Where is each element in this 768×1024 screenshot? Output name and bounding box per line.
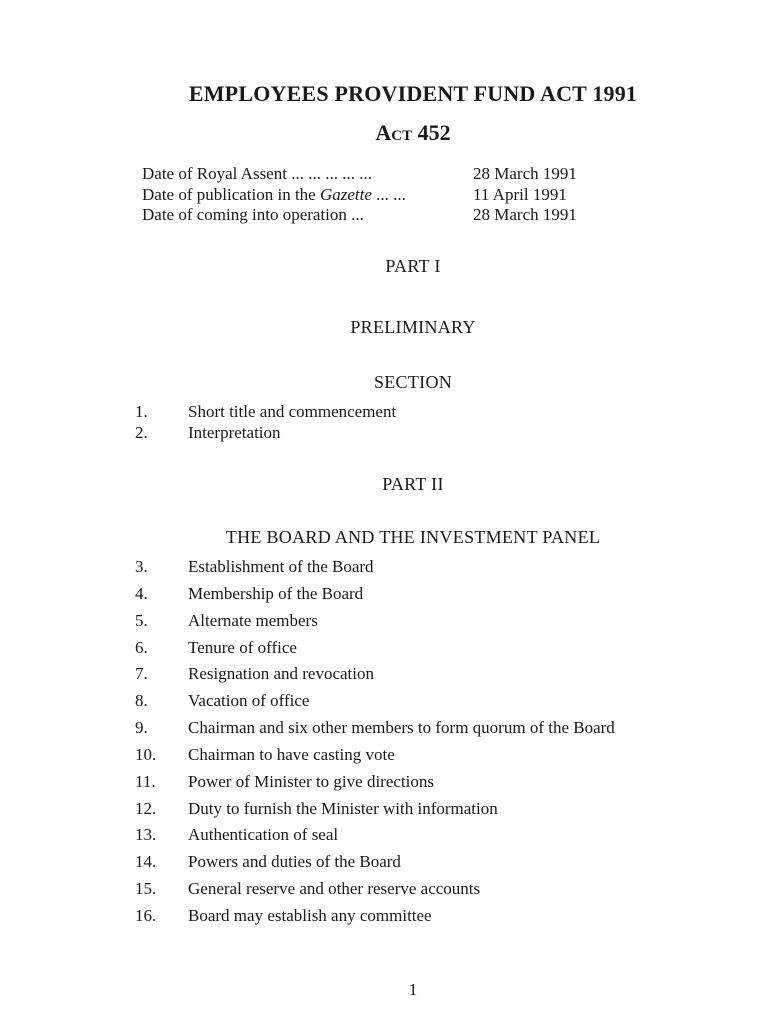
- section-number: 13.: [135, 825, 157, 845]
- section-title: Chairman to have casting vote: [188, 744, 395, 764]
- section-title: Authentication of seal: [188, 825, 339, 845]
- date-label: Date of Royal Assent ... ... ... ... ...: [142, 164, 372, 183]
- section-number: 14.: [135, 852, 157, 872]
- section-number: 15.: [135, 879, 157, 899]
- section-title: Duty to furnish the Minister with information: [188, 798, 498, 818]
- section-number: 16.: [135, 905, 157, 925]
- part-2-label: PART II: [382, 474, 444, 494]
- section-number: 7.: [135, 664, 148, 684]
- part-1-section-list: [135, 402, 695, 443]
- section-number: 2.: [135, 422, 148, 442]
- section-number: 9.: [135, 718, 148, 738]
- date-label: Date of coming into operation ...: [142, 205, 364, 224]
- section-title: Board may establish any committee: [188, 905, 432, 925]
- list-item: [135, 661, 695, 688]
- section-number: 6.: [135, 637, 148, 657]
- list-item: [135, 822, 695, 849]
- list-item: [135, 554, 695, 581]
- list-item: [135, 581, 695, 608]
- gazette-italic: Gazette: [319, 184, 372, 204]
- act-title: EMPLOYEES PROVIDENT FUND ACT 1991: [188, 81, 638, 106]
- section-title: Establishment of the Board: [188, 557, 374, 576]
- section-number: 10.: [135, 744, 157, 764]
- section-title: Power of Minister to give directions: [188, 771, 434, 791]
- list-item: [135, 608, 695, 635]
- section-title: Vacation of office: [188, 691, 310, 711]
- section-title: Powers and duties of the Board: [188, 852, 401, 872]
- section-number: 8.: [135, 691, 148, 711]
- date-value: 28 March 1991: [473, 205, 577, 224]
- date-row-operation: [142, 205, 622, 226]
- section-number: 4.: [135, 583, 148, 603]
- list-item: [135, 715, 695, 742]
- list-item: [135, 635, 695, 662]
- section-title: General reserve and other reserve accounts: [188, 879, 481, 899]
- section-number: 12.: [135, 798, 157, 818]
- list-item: [135, 688, 695, 715]
- date-row-royal-assent: [142, 164, 622, 185]
- list-item: [135, 423, 695, 444]
- list-item: [135, 903, 695, 930]
- section-number: 3.: [135, 557, 148, 576]
- part-2-section-list: [135, 554, 695, 930]
- date-label: Date of publication in the Gazette ... ...: [142, 184, 406, 204]
- section-title: Interpretation: [188, 422, 281, 442]
- dates-block: [142, 164, 622, 226]
- section-title: Tenure of office: [188, 637, 297, 657]
- section-number: 1.: [135, 402, 148, 421]
- list-item: [135, 796, 695, 823]
- act-number: Act 452: [375, 120, 451, 145]
- list-item: [135, 402, 695, 423]
- list-item: [135, 742, 695, 769]
- section-title: Resignation and revocation: [188, 664, 375, 684]
- section-number: 5.: [135, 610, 148, 630]
- date-row-publication: [142, 185, 622, 206]
- part-1-heading: PRELIMINARY: [350, 317, 476, 337]
- list-item: [135, 849, 695, 876]
- section-title: Alternate members: [188, 610, 318, 630]
- section-number: 11.: [135, 771, 156, 791]
- page-number: 1: [408, 980, 418, 999]
- section-title: Chairman and six other members to form quorum of the Board: [188, 718, 615, 738]
- part-1-label: PART I: [385, 256, 441, 276]
- date-value: 11 April 1991: [473, 184, 567, 204]
- section-title: Membership of the Board: [188, 583, 364, 603]
- list-item: [135, 876, 695, 903]
- date-value: 28 March 1991: [473, 164, 577, 183]
- section-label: SECTION: [373, 372, 453, 392]
- part-2-heading: THE BOARD AND THE INVESTMENT PANEL: [225, 527, 601, 547]
- section-title: Short title and commencement: [188, 402, 397, 421]
- list-item: [135, 769, 695, 796]
